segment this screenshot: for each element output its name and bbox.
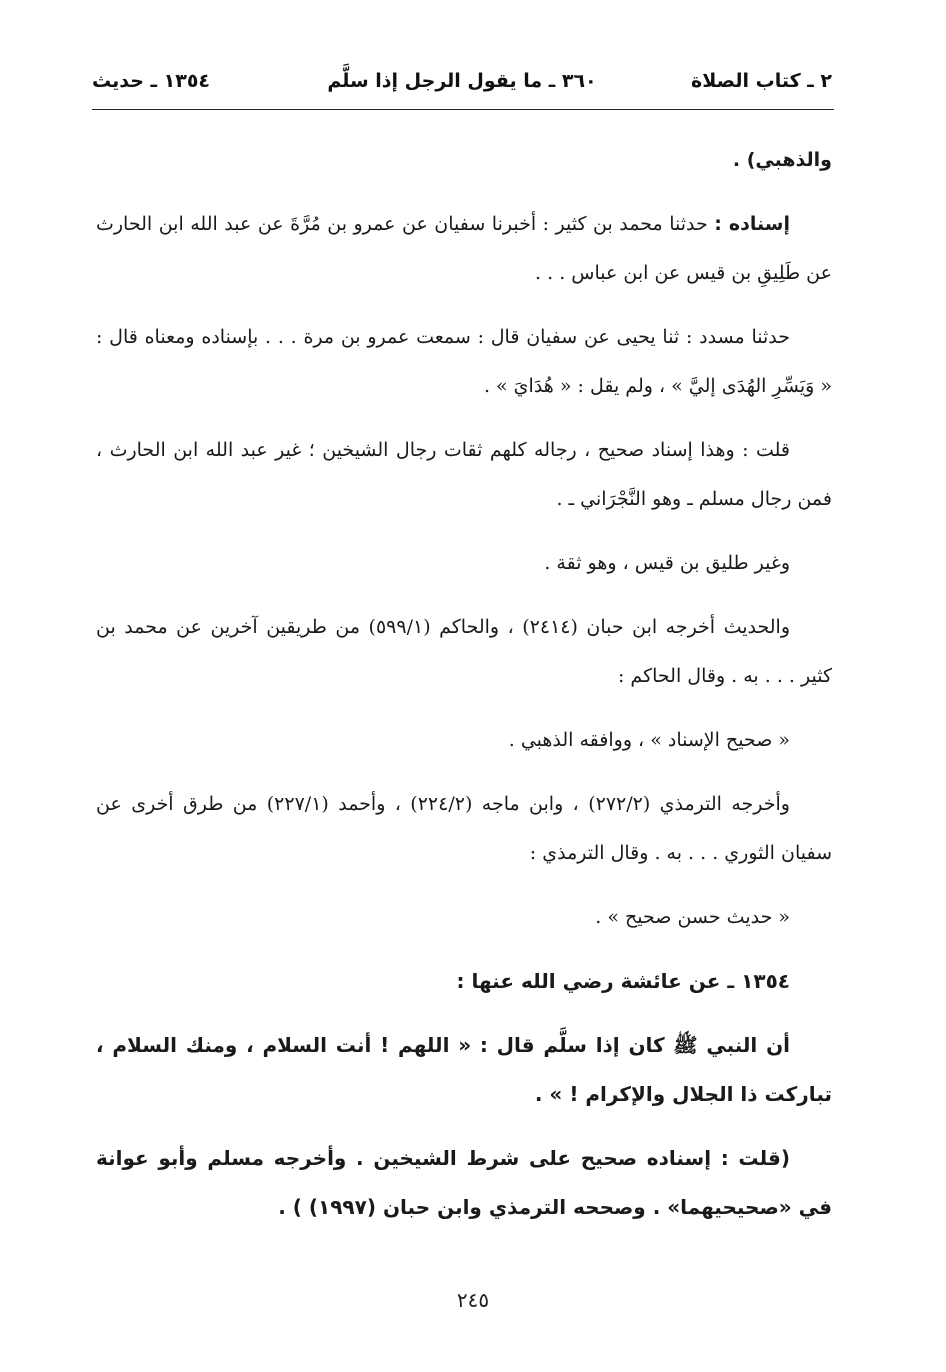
header-hadith-number: ١٣٥٤ ـ حديث (92, 70, 211, 92)
page-body (96, 136, 832, 1247)
isnad-paragraph (96, 200, 832, 298)
hakim-quote-paragraph: « صحيح الإسناد » ، ووافقه الذهبي . (508, 729, 790, 751)
hadith-block (96, 957, 832, 1232)
header-section: ٣٦٠ ـ ما يقول الرجل إذا سلَّم (327, 70, 597, 92)
hadith-text: أن النبي ﷺ كان إذا سلَّم قال : « اللهم ! أنت السلام ، ومنك السلام ، تباركت ذا الجلال والإكرام ! » . (96, 1033, 832, 1106)
hadith-note: (قلت : إسناده صحيح على شرط الشيخين . وأخرجه مسلم وأبو عوانة في «صحيحيهما» . وصححه الترمذي وابن حبان (١٩٩٧) ) . (96, 1146, 832, 1219)
page-number: ٢٤٥ (456, 1288, 490, 1312)
tirmidhi-quote-paragraph: « حديث حسن صحيح » . (595, 906, 790, 928)
tirmidhi-takhrij-paragraph: وأخرجه الترمذي (٢٧٢/٢) ، وابن ماجه (٢٢٤/٢) ، وأحمد (٢٢٧/١) من طرق أخرى عن سفيان الثوري . . . به . وقال الترمذي : (96, 793, 832, 864)
header-divider (92, 109, 834, 110)
narrator-note-paragraph: وغير طليق بن قيس ، وهو ثقة . (544, 552, 790, 574)
header-chapter: ٢ ـ كتاب الصلاة (691, 70, 832, 92)
second-chain-paragraph: حدثنا مسدد : ثنا يحيى عن سفيان قال : سمعت عمرو بن مرة . . . بإسناده ومعناه قال : « وَيَسِّرِ الهُدَى إليَّ » ، ولم يقل : « هُدَايَ » . (96, 326, 832, 397)
grading-paragraph: قلت : وهذا إسناد صحيح ، رجاله كلهم ثقات رجال الشيخين ؛ غير عبد الله ابن الحارث ، فمن رجال مسلم ـ وهو النَّجْرَاني ـ . (96, 439, 832, 510)
takhrij-paragraph: والحديث أخرجه ابن حبان (٢٤١٤) ، والحاكم (٥٩٩/١) من طريقين آخرين عن محمد بن كثير . . . به . وقال الحاكم : (96, 616, 832, 687)
isnad-text: حدثنا محمد بن كثير : أخبرنا سفيان عن عمرو بن مُرَّةَ عن عبد الله ابن الحارث عن طَلِيقِ بن قيس عن ابن عباس . . . (96, 213, 832, 284)
isnad-label: إسناده : (714, 213, 790, 235)
hadith-heading: ١٣٥٤ ـ عن عائشة رضي الله عنها : (456, 969, 790, 993)
continuation-line: والذهبي) . (732, 149, 832, 171)
running-header (92, 70, 832, 106)
